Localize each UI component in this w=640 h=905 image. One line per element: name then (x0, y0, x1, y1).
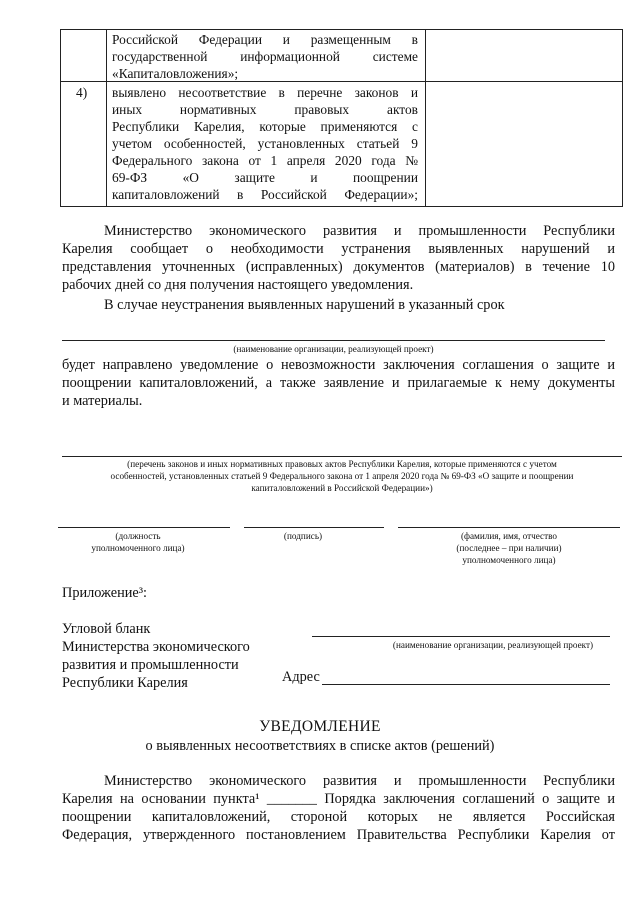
org-name-caption: (наименование организации, реализующей проект) (233, 344, 434, 354)
paragraph-line: Министерство экономического развития и промышленности Республики (104, 223, 615, 239)
paragraph-line: поощрении капиталовложений, а также заявление и прилагаемые к нему документы (62, 375, 615, 391)
table-col-divider-1 (106, 29, 107, 206)
corner-stamp-line: Угловой бланк (62, 621, 151, 637)
full-name-caption: уполномоченного лица) (462, 555, 556, 565)
corner-stamp-line: Министерства экономического (62, 639, 250, 655)
table-cell-line: иных нормативных правовых актов (112, 102, 418, 117)
recipient-org-caption: (наименование организации, реализующей проект) (392, 640, 594, 650)
paragraph-line: поощрении капиталовложений, стороной которых не является Российская (62, 809, 615, 825)
position-caption: уполномоченного лица) (91, 543, 185, 553)
paragraph-line: будет направлено уведомление о невозможности заключения соглашения о защите и (62, 357, 615, 373)
table-cell-line: выявлено несоответствие в перечне законов и (112, 85, 418, 100)
table-col-divider-2 (425, 29, 426, 206)
table-cell-line: «Капиталовложения»; (112, 66, 239, 81)
notice-title: УВЕДОМЛЕНИЕ (259, 718, 381, 735)
table-border-right (622, 29, 623, 206)
full-name-caption: (последнее – при наличии) (456, 543, 562, 553)
laws-list-blank-line[interactable] (62, 456, 622, 457)
laws-list-caption-line: особенностей, установленных статьей 9 Федерального закона от 1 апреля 2020 года № 69-ФЗ «О защите и поощрении (110, 471, 574, 481)
address-blank-line[interactable] (322, 684, 610, 685)
corner-stamp-line: развития и промышленности (62, 657, 239, 673)
full-name-caption: (фамилия, имя, отчество (460, 531, 558, 541)
table-cell-line: Российской Федерации и размещенным в (112, 32, 418, 47)
table-border-left (60, 29, 61, 206)
table-cell-line: учетом особенностей, установленных статьей 9 (112, 136, 418, 151)
paragraph-line: Министерство экономического развития и промышленности Республики (104, 773, 615, 789)
laws-list-caption-line: (перечень законов и иных нормативных правовых актов Республики Карелия, которые применяются с учетом (127, 459, 557, 469)
paragraph-line: Карелия на основании пункта¹ _______ Порядка заключения соглашений о защите и (62, 791, 615, 807)
paragraph-line: рабочих дней со дня получения настоящего уведомления. (62, 277, 414, 293)
paragraph-line: Федерация, утвержденного постановлением Правительства Республики Карелия от (62, 827, 615, 843)
notice-subtitle: о выявленных несоответствиях в списке актов (решений) (145, 738, 495, 754)
table-cell-line: Республики Карелия, которые применяются с (112, 119, 418, 134)
table-border-top (60, 29, 623, 30)
recipient-org-blank-line[interactable] (312, 636, 610, 637)
signature-caption: (подпись) (283, 531, 323, 541)
paragraph-deadline: В случае неустранения выявленных нарушений в указанный срок (104, 297, 505, 313)
table-cell-line: Федерального закона от 1 апреля 2020 года № (112, 153, 418, 168)
position-caption: (должность (115, 531, 161, 541)
paragraph-line: представления уточненных (исправленных) документов (материалов) в течение 10 (62, 259, 615, 275)
corner-stamp-line: Республики Карелия (62, 675, 188, 691)
paragraph-line: Карелия сообщает о необходимости устранения выявленных нарушений и (62, 241, 615, 257)
laws-list-caption-line: капиталовложений в Российской Федерации») (251, 483, 433, 493)
table-border-bottom (60, 206, 623, 207)
position-blank-line[interactable] (58, 527, 230, 528)
table-cell-line: 69-ФЗ «О защите и поощрении (112, 170, 418, 185)
signature-blank-line[interactable] (244, 527, 384, 528)
table-cell-line: капиталовложений в Российской Федерации»; (112, 187, 418, 202)
address-label: Адрес (282, 669, 320, 685)
full-name-blank-line[interactable] (398, 527, 620, 528)
paragraph-line: и материалы. (62, 393, 143, 409)
table-cell-line: государственной информационной системе (112, 49, 418, 64)
attachment-heading: Приложение³: (62, 585, 147, 601)
table-row-number: 4) (76, 85, 88, 100)
org-name-blank-line[interactable] (62, 340, 605, 341)
